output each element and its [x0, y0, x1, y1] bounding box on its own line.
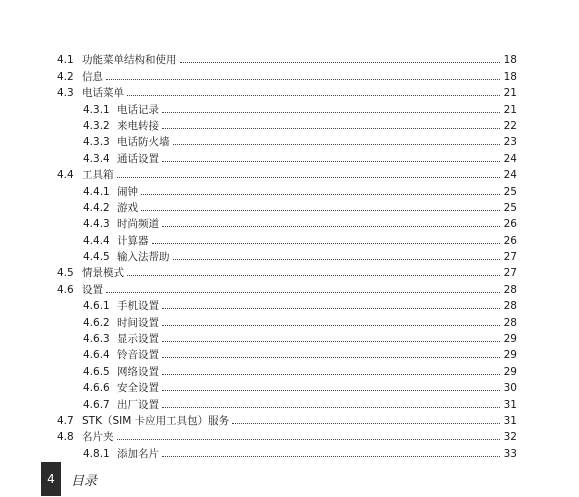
toc-entry-page: 26: [503, 234, 517, 247]
toc-entry-title: 出厂设置: [117, 398, 159, 411]
toc-entry-number: 4.4.4: [83, 234, 110, 247]
toc-entry-number: 4.3.3: [83, 136, 110, 149]
toc-entry-title: 电话防火墙: [117, 136, 170, 149]
toc-entry-number: 4.3: [57, 87, 74, 100]
toc-entry-title: 安全设置: [117, 382, 159, 395]
toc-dot-leader: [173, 259, 501, 260]
toc-entry-title: 时尚频道: [117, 218, 159, 231]
toc-dot-leader: [232, 423, 500, 424]
toc-dot-leader: [162, 357, 500, 358]
toc-entry-page: 29: [503, 333, 517, 346]
toc-dot-leader: [106, 79, 500, 80]
toc-entry[interactable]: [57, 411, 517, 427]
toc-entry-page: 21: [503, 103, 517, 116]
toc-entry-page: 31: [503, 398, 517, 411]
toc-dot-leader: [117, 177, 501, 178]
toc-entry-title: 显示设置: [117, 333, 159, 346]
toc-entry-number: 4.2: [57, 70, 74, 83]
toc-entry-title: 情景模式: [82, 267, 124, 280]
toc-entry-number: 4.6.1: [83, 300, 110, 313]
toc-entry-title: STK（SIM 卡应用工具包）服务: [82, 414, 230, 427]
toc-entry-title: 通话设置: [117, 152, 159, 165]
toc-entry-number: 4.6.7: [83, 398, 110, 411]
toc-dot-leader: [152, 243, 501, 244]
toc-entry[interactable]: [57, 230, 517, 246]
toc-entry-title: 网络设置: [117, 365, 159, 378]
toc-dot-leader: [162, 407, 500, 408]
toc-entry-title: 计算器: [117, 234, 149, 247]
toc-entry[interactable]: [57, 132, 517, 148]
toc-dot-leader: [162, 161, 500, 162]
toc-entry-title: 来电转接: [117, 119, 159, 132]
toc-entry-number: 4.6.3: [83, 333, 110, 346]
toc-entry[interactable]: [57, 198, 517, 214]
toc-entry[interactable]: [57, 50, 517, 66]
toc-entry-title: 电话记录: [117, 103, 159, 116]
toc-entry-title: 工具箱: [82, 169, 114, 182]
toc-entry-number: 4.6.6: [83, 382, 110, 395]
toc-entry-title: 名片夹: [82, 431, 114, 444]
toc-entry-number: 4.3.2: [83, 119, 110, 132]
toc-entry-title: 添加名片: [117, 447, 159, 460]
toc-dot-leader: [162, 390, 500, 391]
toc-entry-page: 27: [503, 251, 517, 264]
toc-dot-leader: [180, 62, 501, 63]
toc-dot-leader: [162, 112, 500, 113]
toc-entry-title: 铃音设置: [117, 349, 159, 362]
toc-entry-number: 4.5: [57, 267, 74, 280]
toc-entry-number: 4.1: [57, 54, 74, 67]
page-number: 4: [41, 462, 61, 496]
toc-entry-page: 28: [503, 300, 517, 313]
toc-entry-page: 26: [503, 218, 517, 231]
toc-entry[interactable]: [57, 263, 517, 279]
toc-entry[interactable]: [57, 148, 517, 164]
toc-entry-title: 功能菜单结构和使用: [82, 54, 177, 67]
toc-entry-number: 4.7: [57, 414, 74, 427]
toc-entry[interactable]: [57, 345, 517, 361]
toc-entry[interactable]: [57, 99, 517, 115]
toc-entry[interactable]: [57, 116, 517, 132]
toc-entry[interactable]: [57, 443, 517, 459]
toc-entry-number: 4.4: [57, 169, 74, 182]
toc-entry-page: 29: [503, 365, 517, 378]
toc-dot-leader: [162, 374, 500, 375]
toc-dot-leader: [141, 194, 500, 195]
toc-entry-number: 4.3.4: [83, 152, 110, 165]
toc-entry-page: 28: [503, 316, 517, 329]
toc-entry-page: 32: [503, 431, 517, 444]
toc-entry-number: 4.3.1: [83, 103, 110, 116]
toc-dot-leader: [162, 226, 500, 227]
toc-dot-leader: [162, 456, 500, 457]
toc-entry-number: 4.6: [57, 283, 74, 296]
toc-dot-leader: [117, 439, 501, 440]
toc-entry-title: 时间设置: [117, 316, 159, 329]
toc-entry-page: 25: [503, 185, 517, 198]
toc-entry-number: 4.4.1: [83, 185, 110, 198]
toc-dot-leader: [162, 128, 500, 129]
toc-entry-title: 输入法帮助: [117, 251, 170, 264]
toc-entry[interactable]: [57, 361, 517, 377]
toc-dot-leader: [162, 325, 500, 326]
toc-entry-title: 游戏: [117, 201, 138, 214]
toc-entry[interactable]: [57, 83, 517, 99]
toc-entry-number: 4.4.5: [83, 251, 110, 264]
toc-entry-page: 28: [503, 283, 517, 296]
toc-entry-page: 23: [503, 136, 517, 149]
toc-entry[interactable]: [57, 66, 517, 82]
toc-entry-page: 31: [503, 414, 517, 427]
toc-entry-page: 25: [503, 201, 517, 214]
toc-entry-number: 4.8: [57, 431, 74, 444]
section-name: 目录: [71, 473, 98, 489]
toc-entry-page: 18: [503, 54, 517, 67]
toc-entry-title: 设置: [82, 283, 103, 296]
toc-entry-title: 闹钟: [117, 185, 138, 198]
toc-entry-page: 21: [503, 87, 517, 100]
toc-dot-leader: [127, 275, 500, 276]
toc-entry-page: 33: [503, 447, 517, 460]
table-of-contents: [57, 50, 517, 460]
toc-entry[interactable]: [57, 378, 517, 394]
toc-entry[interactable]: [57, 329, 517, 345]
toc-entry-number: 4.8.1: [83, 447, 110, 460]
toc-entry-page: 27: [503, 267, 517, 280]
toc-entry-page: 18: [503, 70, 517, 83]
toc-dot-leader: [106, 292, 500, 293]
toc-entry-number: 4.4.2: [83, 201, 110, 214]
toc-entry[interactable]: [57, 296, 517, 312]
toc-entry[interactable]: [57, 181, 517, 197]
toc-dot-leader: [141, 210, 500, 211]
page-footer: [41, 462, 97, 496]
toc-entry-number: 4.6.5: [83, 365, 110, 378]
toc-entry-page: 24: [503, 152, 517, 165]
toc-entry-number: 4.6.4: [83, 349, 110, 362]
toc-dot-leader: [162, 341, 500, 342]
toc-entry-title: 电话菜单: [82, 87, 124, 100]
toc-entry-page: 30: [503, 382, 517, 395]
toc-entry-number: 4.4.3: [83, 218, 110, 231]
toc-entry[interactable]: [57, 312, 517, 328]
toc-entry[interactable]: [57, 165, 517, 181]
toc-entry-title: 信息: [82, 70, 103, 83]
toc-entry[interactable]: [57, 279, 517, 295]
toc-entry-page: 29: [503, 349, 517, 362]
toc-dot-leader: [162, 308, 500, 309]
toc-entry[interactable]: [57, 427, 517, 443]
toc-entry[interactable]: [57, 214, 517, 230]
toc-entry-title: 手机设置: [117, 300, 159, 313]
toc-dot-leader: [173, 144, 501, 145]
toc-entry-page: 22: [503, 119, 517, 132]
toc-entry[interactable]: [57, 394, 517, 410]
toc-dot-leader: [127, 95, 500, 96]
toc-entry-number: 4.6.2: [83, 316, 110, 329]
toc-entry-page: 24: [503, 169, 517, 182]
toc-entry[interactable]: [57, 247, 517, 263]
